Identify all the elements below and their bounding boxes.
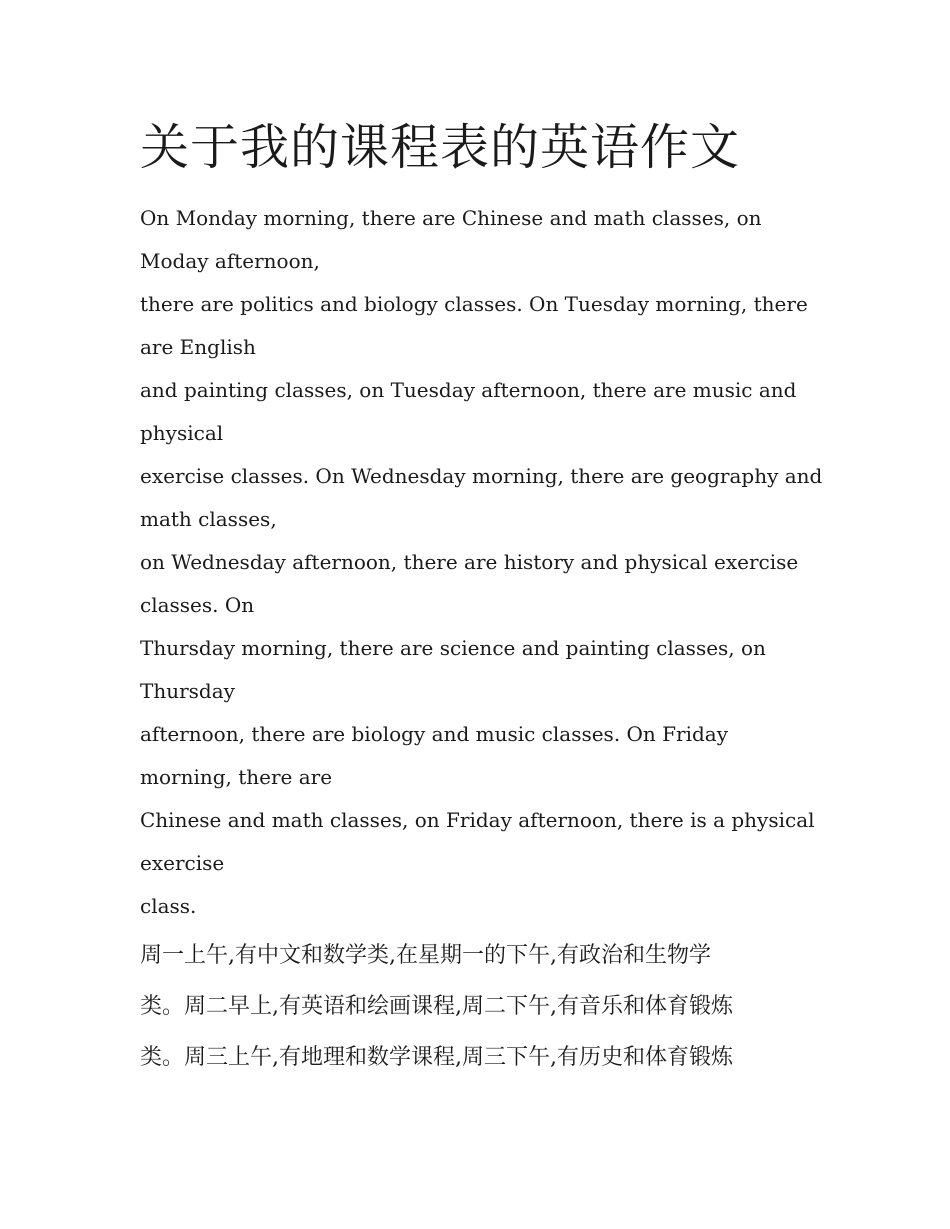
english-line: Moday afternoon, xyxy=(140,249,320,273)
english-line: class. xyxy=(140,894,197,918)
english-line: physical xyxy=(140,421,224,445)
english-line: and painting classes, on Tuesday afternoon, there are music and xyxy=(140,378,797,402)
english-line: there are politics and biology classes. On Tuesday morning, there xyxy=(140,292,808,316)
english-line: On Monday morning, there are Chinese and math classes, on xyxy=(140,206,762,230)
english-line: afternoon, there are biology and music classes. On Friday xyxy=(140,722,729,746)
chinese-line: 周一上午,有中文和数学类,在星期一的下午,有政治和生物学 xyxy=(140,943,711,968)
english-line: exercise xyxy=(140,851,225,875)
english-line: morning, there are xyxy=(140,765,333,789)
english-line: Thursday xyxy=(140,679,235,703)
chinese-translation xyxy=(140,930,820,1083)
english-line: classes. On xyxy=(140,593,255,617)
english-line: are English xyxy=(140,335,256,359)
english-essay xyxy=(140,197,823,928)
chinese-line: 类。周二早上,有英语和绘画课程,周二下午,有音乐和体育锻炼 xyxy=(140,994,733,1019)
chinese-line: 类。周三上午,有地理和数学课程,周三下午,有历史和体育锻炼 xyxy=(140,1045,733,1070)
english-line: Thursday morning, there are science and painting classes, on xyxy=(140,636,766,660)
document-title: 关于我的课程表的英语作文 xyxy=(140,119,741,176)
english-line: math classes, xyxy=(140,507,277,531)
english-line: exercise classes. On Wednesday morning, there are geography and xyxy=(140,464,823,488)
english-line: on Wednesday afternoon, there are history and physical exercise xyxy=(140,550,799,574)
english-line: Chinese and math classes, on Friday afternoon, there is a physical xyxy=(140,808,815,832)
